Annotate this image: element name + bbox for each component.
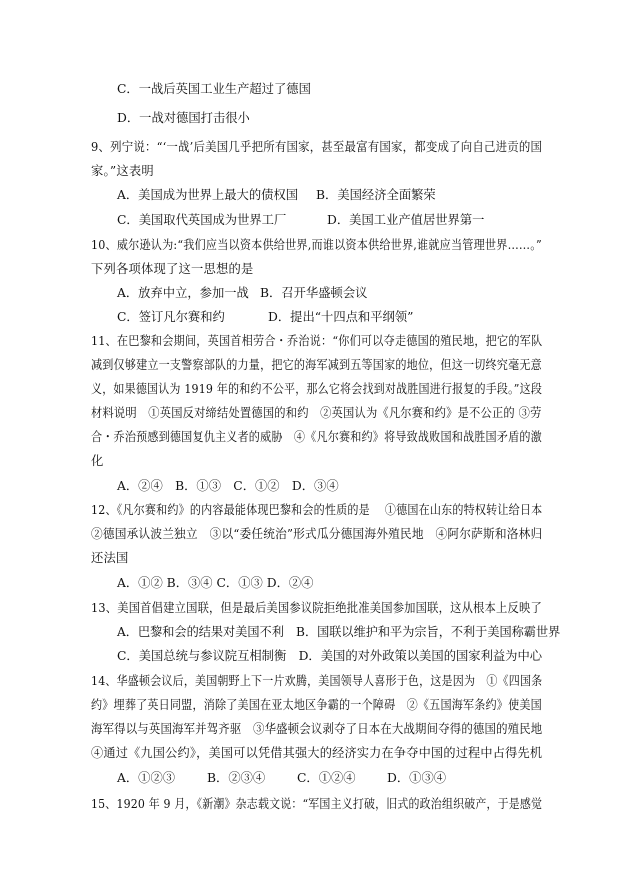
q8-option-d: D．一战对德国打击很小: [117, 111, 250, 125]
q9-stem-line-2: 家。”这表明: [91, 164, 154, 178]
q14-option-b: B．②③④: [207, 771, 266, 785]
q14-stem-line-4: ④通过《九国公约》，美国可以凭借其强大的经济实力在争夺中国的过程中占得先机: [91, 746, 543, 760]
q12-options: A．①② B．③④ C．①③ D．②④: [117, 576, 314, 590]
q14-option-a: A．①②③: [117, 771, 176, 785]
q14-stem-line-2: 约》埋葬了英日同盟，消除了美国在亚太地区争霸的一个障碍 ②《五国海军条约》使美国: [91, 698, 542, 712]
q10-option-d: D．提出“十四点和平纲领”: [268, 310, 414, 324]
q13-stem: 13、美国首倡建立国联，但是最后美国参议院拒绝批准美国参加国联，这从根本上反映了: [91, 601, 542, 615]
q9-option-d: D．美国工业产值居世界第一: [327, 213, 485, 227]
q10-option-b: B．召开华盛顿会议: [260, 286, 368, 300]
q11-stem-line-1: 11、在巴黎和会期间，英国首相劳合・乔治说：“你们可以夺走德国的殖民地，把它的军队: [91, 334, 543, 348]
q12-stem-line-1: 12、《凡尔赛和约》的内容最能体现巴黎和会的性质的是 ①德国在山东的特权转让给日本: [91, 503, 543, 517]
q9-option-c: C．美国取代英国成为世界工厂: [117, 213, 287, 227]
q12-stem-line-3: 还法国: [91, 551, 129, 565]
q11-stem-line-2: 减到仅够建立一支警察部队的力量，把它的海军减到五等国家的地位，但这一切终究毫无意: [91, 358, 542, 372]
q14-stem-line-3: 海军得以与英国海军并驾齐驱 ③华盛顿会议剥夺了日本在大战期间夺得的德国的殖民地: [91, 722, 543, 736]
q11-stem-line-4: 材料说明 ①英国反对缔结处置德国的和约 ②英国认为《凡尔赛和约》是不公正的 ③劳: [91, 406, 542, 420]
q11-stem-line-5: 合・乔治预感到德国复仇主义者的威胁 ④《凡尔赛和约》将导致战败国和战胜国矛盾的激: [91, 430, 542, 444]
q11-stem-line-3: 义，如果德国认为 1919 年的和约不公平，那么它将会找到对战胜国进行报复的手段。”这段: [91, 382, 543, 396]
q14-stem-line-1: 14、华盛顿会议后，美国朝野上下一片欢腾，美国领导人喜形于色，这是因为 ①《四国条: [91, 674, 543, 688]
q10-stem-line-2: 下列各项体现了这一思想的是: [91, 262, 254, 276]
q14-option-d: D．①③④: [387, 771, 447, 785]
q9-option-b: B．美国经济全面繁荣: [316, 188, 436, 202]
q10-option-a: A．放弃中立，参加一战: [117, 286, 249, 300]
q9-stem-line-1: 9、列宁说：“‘一战’后美国几乎把所有国家，甚至最富有国家，都变成了向自己进贡的国: [91, 140, 543, 154]
q9-option-a: A．美国成为世界上最大的债权国: [117, 188, 299, 202]
q10-option-c: C．签订凡尔赛和约: [117, 310, 225, 324]
q13-options-cd: C．美国总统与参议院互相制衡 D．美国的对外政策以美国的国家利益为中心: [117, 649, 543, 663]
q13-options-ab: A．巴黎和会的结果对美国不利 B．国联以维护和平为宗旨，不利于美国称霸世界: [117, 625, 561, 639]
q8-option-c: C．一战后英国工业生产超过了德国: [117, 82, 311, 96]
q14-option-c: C．①②④: [297, 771, 356, 785]
q15-stem-line-1: 15、1920 年 9 月，《新潮》杂志载文说：“军国主义打破，旧式的政治组织破产，于是感觉: [91, 797, 543, 811]
q11-stem-line-6: 化: [91, 454, 104, 468]
q11-options: A．②④ B．①③ C．①② D．③④: [117, 479, 339, 493]
q12-stem-line-2: ②德国承认波兰独立 ③以“委任统治”形式瓜分德国海外殖民地 ④阿尔萨斯和洛林归: [91, 527, 543, 541]
q10-stem-line-1: 10、威尔逊认为:“我们应当以资本供给世界,而谁以资本供给世界,谁就应当管理世界……。”: [91, 238, 542, 252]
